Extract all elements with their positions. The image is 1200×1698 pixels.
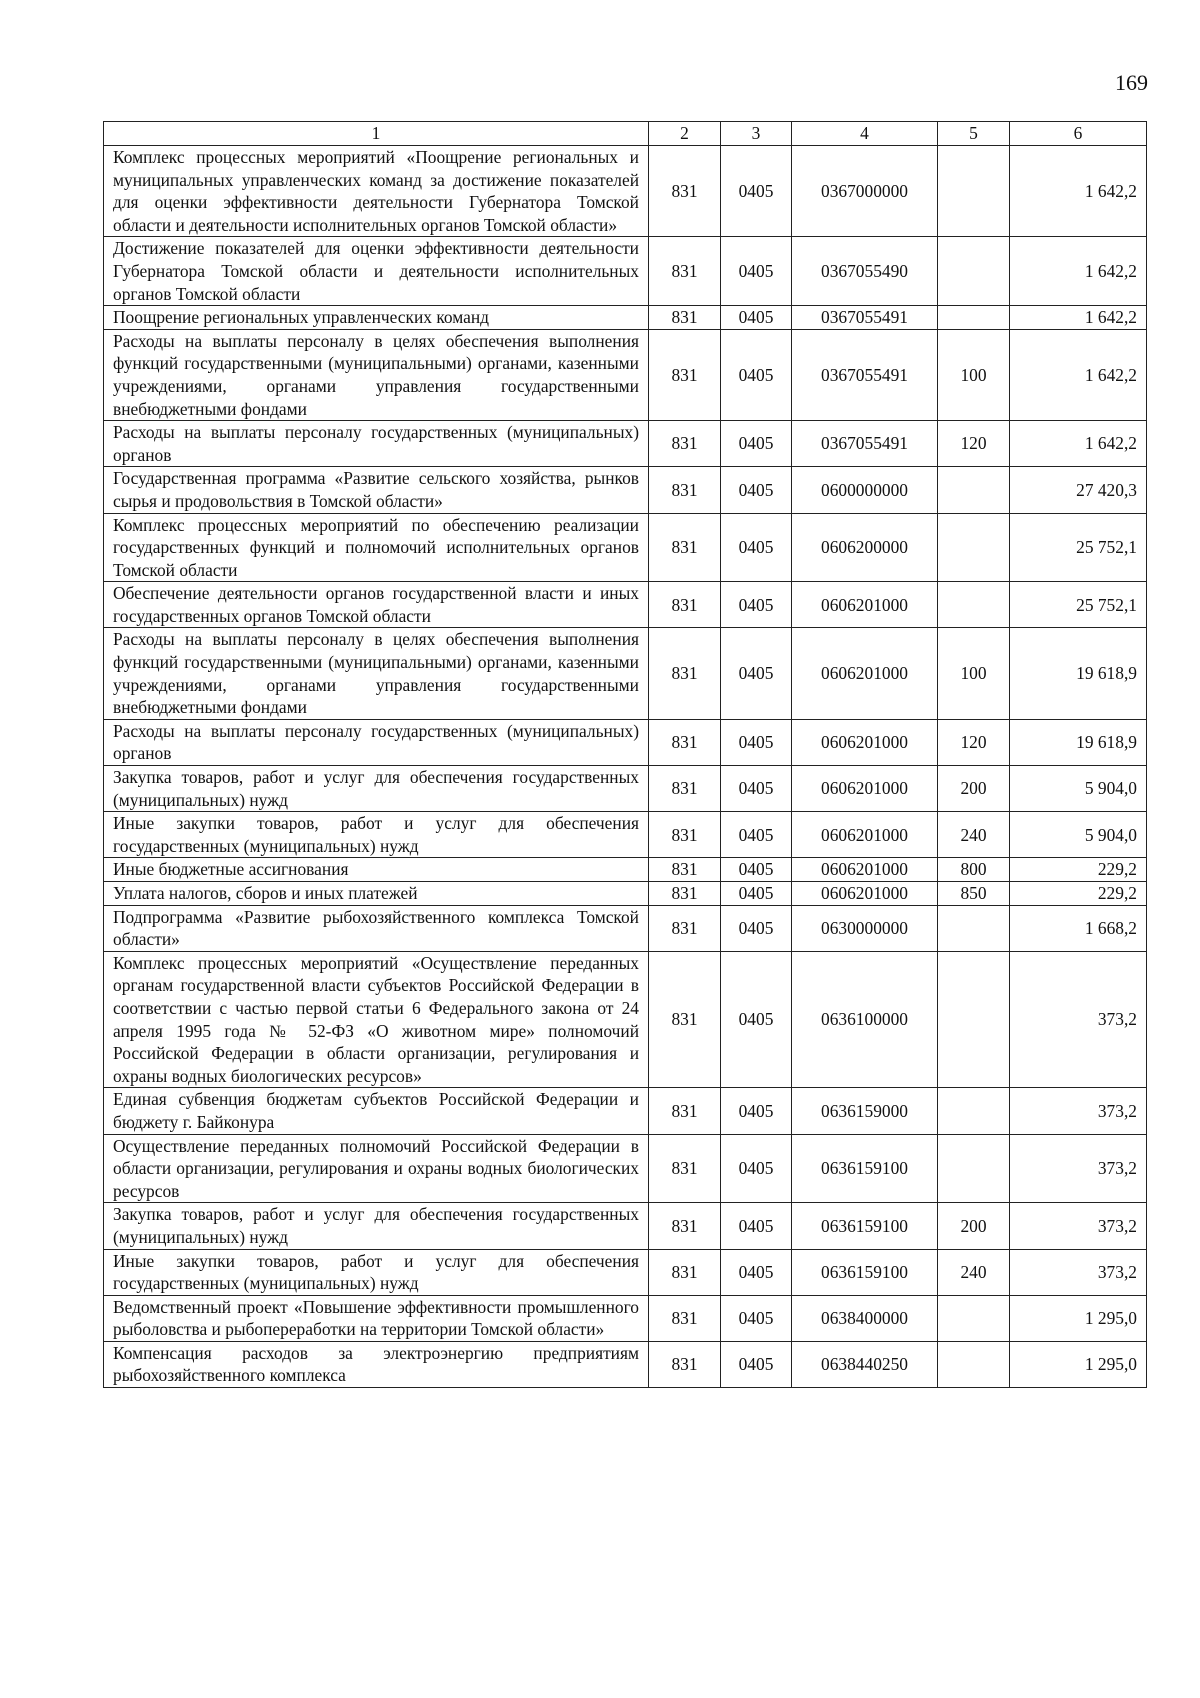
row-target-code: 0367055490 (792, 237, 938, 306)
row-ved-code: 831 (649, 513, 721, 582)
row-target-code: 0600000000 (792, 467, 938, 513)
row-section-code: 0405 (721, 467, 792, 513)
row-target-code: 0367000000 (792, 146, 938, 237)
table-row (104, 1295, 1147, 1341)
row-name: Осуществление переданных полномочий Российской Федерации в области организации, регулирования и охраны водных биологических ресурсов (104, 1134, 649, 1203)
table-row (104, 1341, 1147, 1387)
row-target-code: 0636159000 (792, 1088, 938, 1134)
row-expense-type (938, 237, 1010, 306)
row-expense-type: 800 (938, 858, 1010, 882)
row-expense-type: 120 (938, 719, 1010, 765)
row-amount: 25 752,1 (1010, 513, 1147, 582)
row-amount: 373,2 (1010, 1088, 1147, 1134)
row-target-code: 0606201000 (792, 582, 938, 628)
row-ved-code: 831 (649, 146, 721, 237)
table-row (104, 329, 1147, 420)
row-expense-type (938, 513, 1010, 582)
row-ved-code: 831 (649, 951, 721, 1088)
row-amount: 27 420,3 (1010, 467, 1147, 513)
row-name: Расходы на выплаты персоналу государственных (муниципальных) органов (104, 719, 649, 765)
row-expense-type (938, 1341, 1010, 1387)
row-name: Единая субвенция бюджетам субъектов Российской Федерации и бюджету г. Байконура (104, 1088, 649, 1134)
row-ved-code: 831 (649, 306, 721, 330)
column-header-3: 3 (721, 122, 792, 146)
row-section-code: 0405 (721, 146, 792, 237)
row-expense-type (938, 1134, 1010, 1203)
row-ved-code: 831 (649, 582, 721, 628)
column-header-5: 5 (938, 122, 1010, 146)
row-ved-code: 831 (649, 812, 721, 858)
row-expense-type (938, 1295, 1010, 1341)
row-section-code: 0405 (721, 1088, 792, 1134)
table-row (104, 146, 1147, 237)
column-header-2: 2 (649, 122, 721, 146)
row-expense-type (938, 146, 1010, 237)
row-expense-type: 240 (938, 812, 1010, 858)
row-amount: 25 752,1 (1010, 582, 1147, 628)
row-target-code: 0638400000 (792, 1295, 938, 1341)
row-target-code: 0606201000 (792, 719, 938, 765)
column-header-4: 4 (792, 122, 938, 146)
row-target-code: 0636100000 (792, 951, 938, 1088)
table-row (104, 766, 1147, 812)
row-amount: 1 642,2 (1010, 146, 1147, 237)
row-amount: 1 642,2 (1010, 306, 1147, 330)
row-amount: 229,2 (1010, 882, 1147, 906)
row-name: Расходы на выплаты персоналу в целях обеспечения выполнения функций государственными (муниципальными) органами, казенными учреждениями, органами управления государственными внебюджетными фондами (104, 628, 649, 719)
row-ved-code: 831 (649, 858, 721, 882)
row-amount: 5 904,0 (1010, 766, 1147, 812)
row-target-code: 0606200000 (792, 513, 938, 582)
row-name: Обеспечение деятельности органов государственной власти и иных государственных органов Томской области (104, 582, 649, 628)
row-expense-type: 200 (938, 766, 1010, 812)
row-target-code: 0606201000 (792, 766, 938, 812)
row-section-code: 0405 (721, 306, 792, 330)
row-ved-code: 831 (649, 882, 721, 906)
row-target-code: 0638440250 (792, 1341, 938, 1387)
row-name: Государственная программа «Развитие сельского хозяйства, рынков сырья и продовольствия в Томской области» (104, 467, 649, 513)
row-target-code: 0630000000 (792, 905, 938, 951)
row-name: Поощрение региональных управленческих команд (104, 306, 649, 330)
row-name: Подпрограмма «Развитие рыбохозяйственного комплекса Томской области» (104, 905, 649, 951)
row-section-code: 0405 (721, 905, 792, 951)
table-row (104, 882, 1147, 906)
row-section-code: 0405 (721, 882, 792, 906)
row-name: Закупка товаров, работ и услуг для обеспечения государственных (муниципальных) нужд (104, 766, 649, 812)
row-target-code: 0606201000 (792, 628, 938, 719)
table-row (104, 467, 1147, 513)
row-target-code: 0606201000 (792, 858, 938, 882)
row-amount: 373,2 (1010, 1134, 1147, 1203)
row-name: Компенсация расходов за электроэнергию предприятиям рыбохозяйственного комплекса (104, 1341, 649, 1387)
row-section-code: 0405 (721, 951, 792, 1088)
row-ved-code: 831 (649, 719, 721, 765)
row-amount: 1 295,0 (1010, 1341, 1147, 1387)
table-row (104, 1249, 1147, 1295)
table-row (104, 1088, 1147, 1134)
table-row (104, 1134, 1147, 1203)
table-row (104, 628, 1147, 719)
row-expense-type: 100 (938, 329, 1010, 420)
row-ved-code: 831 (649, 467, 721, 513)
row-name: Иные закупки товаров, работ и услуг для обеспечения государственных (муниципальных) нужд (104, 1249, 649, 1295)
row-ved-code: 831 (649, 421, 721, 467)
row-amount: 373,2 (1010, 1203, 1147, 1249)
row-ved-code: 831 (649, 1295, 721, 1341)
row-target-code: 0367055491 (792, 306, 938, 330)
row-section-code: 0405 (721, 1341, 792, 1387)
row-section-code: 0405 (721, 421, 792, 467)
table-row (104, 237, 1147, 306)
row-amount: 373,2 (1010, 1249, 1147, 1295)
row-section-code: 0405 (721, 329, 792, 420)
row-section-code: 0405 (721, 1134, 792, 1203)
row-ved-code: 831 (649, 237, 721, 306)
row-section-code: 0405 (721, 628, 792, 719)
row-amount: 1 642,2 (1010, 237, 1147, 306)
row-section-code: 0405 (721, 1203, 792, 1249)
row-section-code: 0405 (721, 858, 792, 882)
table-row (104, 858, 1147, 882)
row-name: Расходы на выплаты персоналу в целях обеспечения выполнения функций государственными (муниципальными) органами, казенными учреждениями, органами управления государственными внебюджетными фондами (104, 329, 649, 420)
row-ved-code: 831 (649, 1088, 721, 1134)
row-target-code: 0606201000 (792, 812, 938, 858)
row-name: Комплекс процессных мероприятий «Поощрение региональных и муниципальных управленческих команд за достижение показателей для оценки эффективности деятельности Губернатора Томской области и деятельности исполнительных органов Томской области» (104, 146, 649, 237)
table-row (104, 582, 1147, 628)
row-ved-code: 831 (649, 1203, 721, 1249)
row-expense-type: 120 (938, 421, 1010, 467)
row-ved-code: 831 (649, 1341, 721, 1387)
header-row (104, 122, 1147, 146)
row-target-code: 0367055491 (792, 421, 938, 467)
table-row (104, 306, 1147, 330)
row-name: Иные бюджетные ассигнования (104, 858, 649, 882)
row-name: Ведомственный проект «Повышение эффективности промышленного рыболовства и рыбопереработки на территории Томской области» (104, 1295, 649, 1341)
row-expense-type: 850 (938, 882, 1010, 906)
row-section-code: 0405 (721, 1249, 792, 1295)
row-name: Комплекс процессных мероприятий по обеспечению реализации государственных функций и полномочий исполнительных органов Томской области (104, 513, 649, 582)
row-name: Иные закупки товаров, работ и услуг для обеспечения государственных (муниципальных) нужд (104, 812, 649, 858)
row-name: Уплата налогов, сборов и иных платежей (104, 882, 649, 906)
row-ved-code: 831 (649, 628, 721, 719)
row-section-code: 0405 (721, 812, 792, 858)
budget-table (103, 121, 1147, 1388)
row-expense-type: 100 (938, 628, 1010, 719)
row-amount: 1 642,2 (1010, 421, 1147, 467)
row-section-code: 0405 (721, 237, 792, 306)
row-ved-code: 831 (649, 329, 721, 420)
row-expense-type (938, 1088, 1010, 1134)
row-expense-type (938, 951, 1010, 1088)
row-section-code: 0405 (721, 1295, 792, 1341)
row-section-code: 0405 (721, 719, 792, 765)
table-row (104, 812, 1147, 858)
row-amount: 19 618,9 (1010, 628, 1147, 719)
table-row (104, 513, 1147, 582)
row-section-code: 0405 (721, 582, 792, 628)
row-name: Закупка товаров, работ и услуг для обеспечения государственных (муниципальных) нужд (104, 1203, 649, 1249)
row-amount: 1 295,0 (1010, 1295, 1147, 1341)
row-name: Комплекс процессных мероприятий «Осуществление переданных органам государственной власти субъектов Российской Федерации в соответствии с частью первой статьи 6 Федерального закона от 24 апреля 1995 года № 52-ФЗ «О животном мире» полномочий Российской Федерации в области организации, регулирования и охраны водных биологических ресурсов» (104, 951, 649, 1088)
row-expense-type (938, 467, 1010, 513)
row-ved-code: 831 (649, 766, 721, 812)
row-ved-code: 831 (649, 1249, 721, 1295)
row-section-code: 0405 (721, 513, 792, 582)
row-expense-type: 240 (938, 1249, 1010, 1295)
table-row (104, 421, 1147, 467)
row-section-code: 0405 (721, 766, 792, 812)
row-target-code: 0636159100 (792, 1203, 938, 1249)
row-target-code: 0367055491 (792, 329, 938, 420)
row-expense-type (938, 905, 1010, 951)
row-amount: 19 618,9 (1010, 719, 1147, 765)
row-ved-code: 831 (649, 1134, 721, 1203)
budget-table-body (104, 122, 1147, 1388)
row-amount: 373,2 (1010, 951, 1147, 1088)
row-expense-type (938, 306, 1010, 330)
table-row (104, 1203, 1147, 1249)
row-name: Достижение показателей для оценки эффективности деятельности Губернатора Томской области и деятельности исполнительных органов Томской области (104, 237, 649, 306)
row-expense-type (938, 582, 1010, 628)
row-amount: 229,2 (1010, 858, 1147, 882)
row-target-code: 0636159100 (792, 1134, 938, 1203)
row-name: Расходы на выплаты персоналу государственных (муниципальных) органов (104, 421, 649, 467)
row-ved-code: 831 (649, 905, 721, 951)
column-header-1: 1 (104, 122, 649, 146)
page-number: 169 (1115, 70, 1148, 95)
row-amount: 5 904,0 (1010, 812, 1147, 858)
row-amount: 1 668,2 (1010, 905, 1147, 951)
table-row (104, 905, 1147, 951)
table-row (104, 951, 1147, 1088)
column-header-6: 6 (1010, 122, 1147, 146)
row-amount: 1 642,2 (1010, 329, 1147, 420)
table-row (104, 719, 1147, 765)
row-expense-type: 200 (938, 1203, 1010, 1249)
row-target-code: 0606201000 (792, 882, 938, 906)
row-target-code: 0636159100 (792, 1249, 938, 1295)
